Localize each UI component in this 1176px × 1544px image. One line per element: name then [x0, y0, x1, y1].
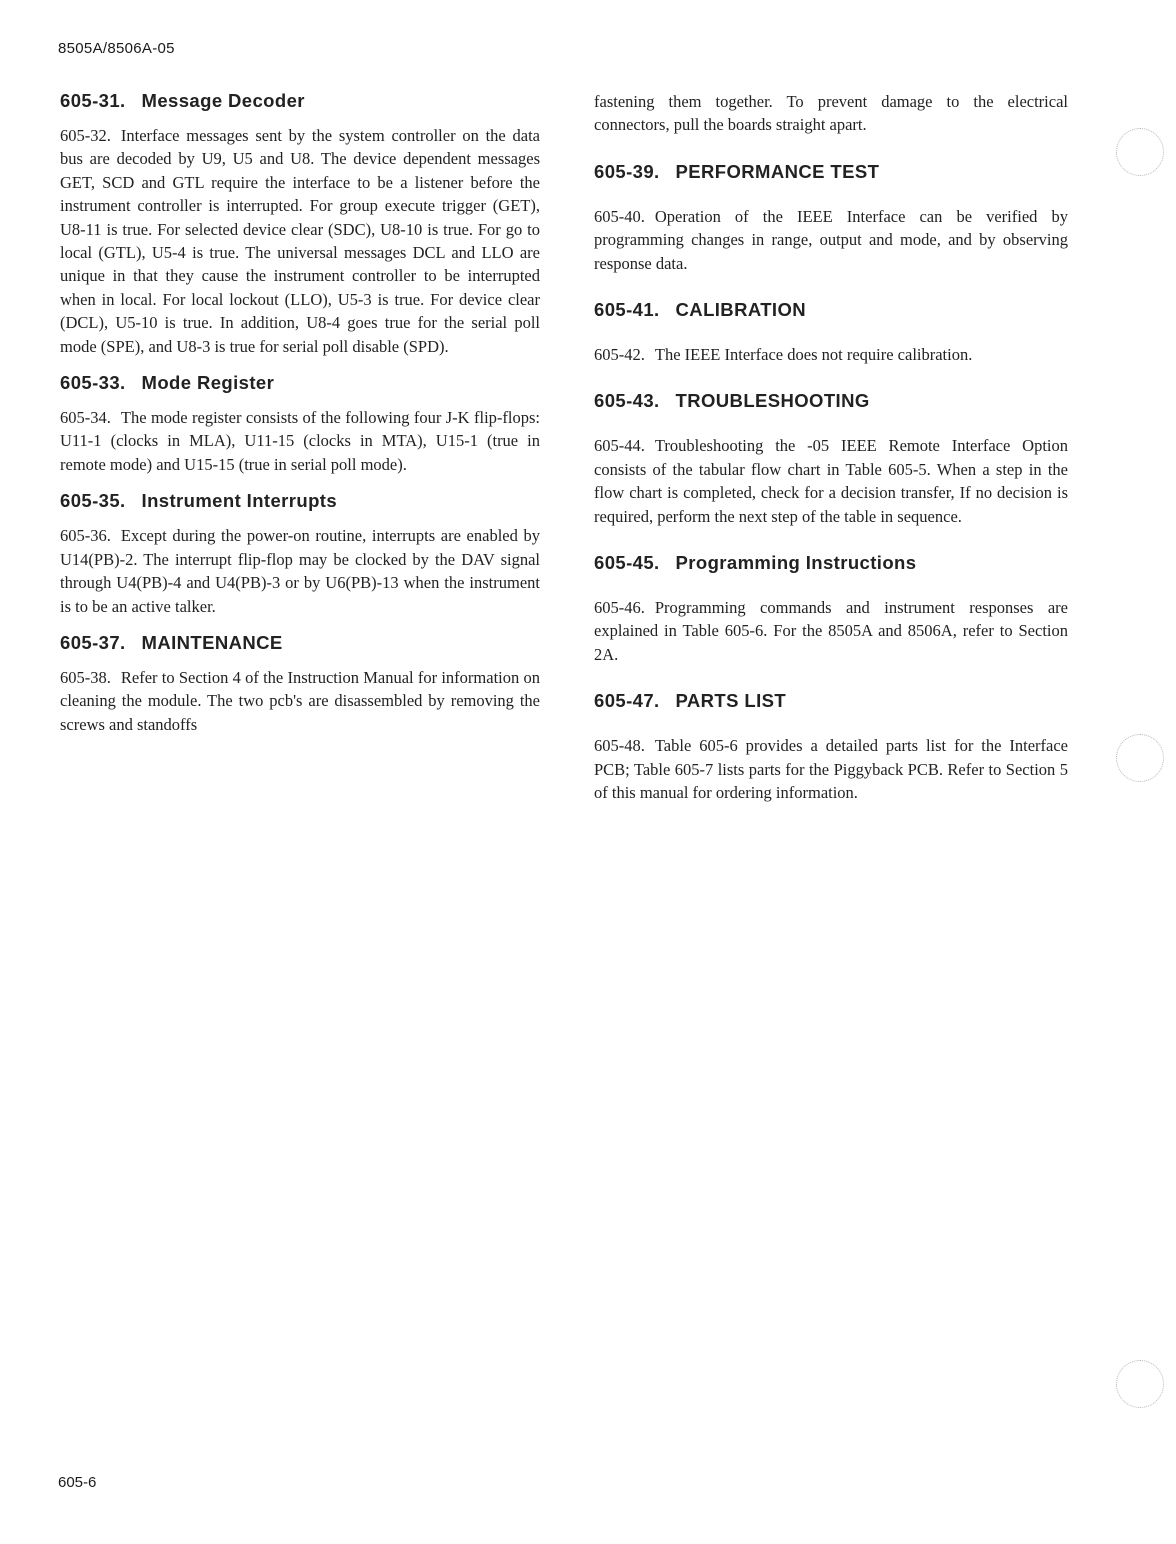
heading-number: 605-41.	[594, 299, 660, 321]
section-heading	[60, 490, 540, 512]
punch-hole	[1116, 734, 1164, 782]
section-performance-test	[594, 161, 1068, 275]
paragraph	[60, 406, 540, 476]
section-mode-register	[60, 372, 540, 476]
section-heading	[594, 390, 1068, 412]
paragraph-text: The IEEE Interface does not require calibration.	[654, 345, 973, 365]
paragraph-text: Interface messages sent by the system controller on the data bus are decoded by U9, U5 and U8. The device dependent messages GET, SCD and GTL require the interface to be a listener before the instrument controller is interrupted. For group execute trigger (GET), U8-11 is true. For selected device clear (SDC), U8-10 is true. For go to local (GTL), U5-4 is true. The universal messages DCL and LLO are unique in that they cause the instrument controller to be interrupted when in local. For local lockout (LLO), U5-3 is true. For device clear (DCL), U5-10 is true. In addition, U8-4 goes true for the serial poll mode (SPE), and U8-3 is true for serial poll disable (SPD).	[60, 126, 540, 356]
heading-title: Mode Register	[141, 372, 275, 394]
paragraph	[60, 124, 540, 358]
heading-number: 605-35.	[60, 490, 126, 512]
punch-hole	[1116, 128, 1164, 176]
paragraph	[594, 343, 1068, 366]
section-troubleshooting	[594, 390, 1068, 528]
heading-number: 605-45.	[594, 552, 660, 574]
left-column	[60, 90, 540, 750]
paragraph-text: Operation of the IEEE Interface can be verified by programming changes in range, output and mode, and by observing response data.	[594, 206, 1068, 273]
paragraph-number: 605-46.	[594, 598, 645, 618]
paragraph	[60, 666, 540, 736]
heading-number: 605-33.	[60, 372, 126, 394]
heading-title: Programming Instructions	[675, 552, 917, 574]
section-heading	[594, 299, 1068, 321]
section-programming-instructions	[594, 552, 1068, 666]
section-heading	[60, 90, 540, 112]
paragraph-text: Table 605-6 provides a detailed parts list for the Interface PCB; Table 605-7 lists parts for the Piggyback PCB. Refer to Section 5 of this manual for ordering information.	[594, 736, 1068, 803]
heading-title: PARTS LIST	[675, 690, 787, 712]
paragraph-number: 605-32.	[60, 126, 111, 145]
paragraph	[594, 734, 1068, 804]
section-heading	[60, 372, 540, 394]
heading-title: TROUBLESHOOTING	[675, 390, 870, 412]
heading-number: 605-39.	[594, 160, 660, 182]
heading-title: PERFORMANCE TEST	[675, 160, 880, 182]
heading-number: 605-43.	[594, 390, 660, 412]
paragraph	[594, 434, 1068, 528]
section-maintenance	[60, 632, 540, 736]
continuation-paragraph: fastening them together. To prevent damage to the electrical connectors, pull the boards straight apart.	[594, 92, 1068, 135]
section-instrument-interrupts	[60, 490, 540, 618]
section-heading	[60, 632, 540, 654]
paragraph-text: Except during the power-on routine, interrupts are enabled by U14(PB)-2. The interrupt flip-flop may be clocked by the DAV signal through U4(PB)-4 and U4(PB)-3 or by U6(PB)-13 when the instrument is to be an active talker.	[60, 526, 540, 616]
paragraph	[60, 524, 540, 618]
section-heading	[594, 552, 1068, 574]
paragraph-number: 605-34.	[60, 408, 111, 428]
page-number: 605-6	[58, 1474, 97, 1491]
section-message-decoder	[60, 90, 540, 358]
paragraph-number: 605-42.	[594, 345, 645, 365]
paragraph-number: 605-36.	[60, 526, 111, 546]
document-id: 8505A/8506A-05	[58, 40, 175, 57]
heading-title: MAINTENANCE	[141, 631, 283, 653]
paragraph-text: Troubleshooting the -05 IEEE Remote Interface Option consists of the tabular flow chart in Table 605-5. When a step in the flow chart is completed, check for a decision transfer, If no decision is required, perform the next step of the table in sequence.	[594, 436, 1068, 526]
section-heading	[594, 690, 1068, 712]
heading-number: 605-37.	[60, 631, 126, 653]
section-calibration	[594, 299, 1068, 366]
heading-number: 605-31.	[60, 90, 126, 111]
paragraph-number: 605-40.	[594, 206, 645, 226]
paragraph-text: The mode register consists of the following four J-K flip-flops: U11-1 (clocks in MLA), U11-15 (clocks in MTA), U15-1 (true in remote mode) and U15-15 (true in serial poll mode).	[60, 408, 540, 474]
paragraph-number: 605-38.	[60, 667, 111, 687]
paragraph	[594, 205, 1068, 275]
heading-title: Message Decoder	[141, 90, 305, 111]
section-heading	[594, 161, 1068, 183]
punch-hole	[1116, 1360, 1164, 1408]
paragraph-text: Programming commands and instrument responses are explained in Table 605-6. For the 8505A and 8506A, refer to Section 2A.	[594, 598, 1068, 664]
paragraph-number: 605-44.	[594, 436, 645, 456]
right-column	[594, 90, 1068, 829]
heading-number: 605-47.	[594, 690, 660, 712]
paragraph-text: Refer to Section 4 of the Instruction Manual for information on cleaning the module. The two pcb's are disassembled by removing the screws and standoffs	[60, 667, 540, 734]
heading-title: Instrument Interrupts	[141, 490, 338, 512]
heading-title: CALIBRATION	[675, 299, 807, 321]
section-parts-list	[594, 690, 1068, 804]
paragraph	[594, 596, 1068, 666]
paragraph-number: 605-48.	[594, 736, 645, 756]
